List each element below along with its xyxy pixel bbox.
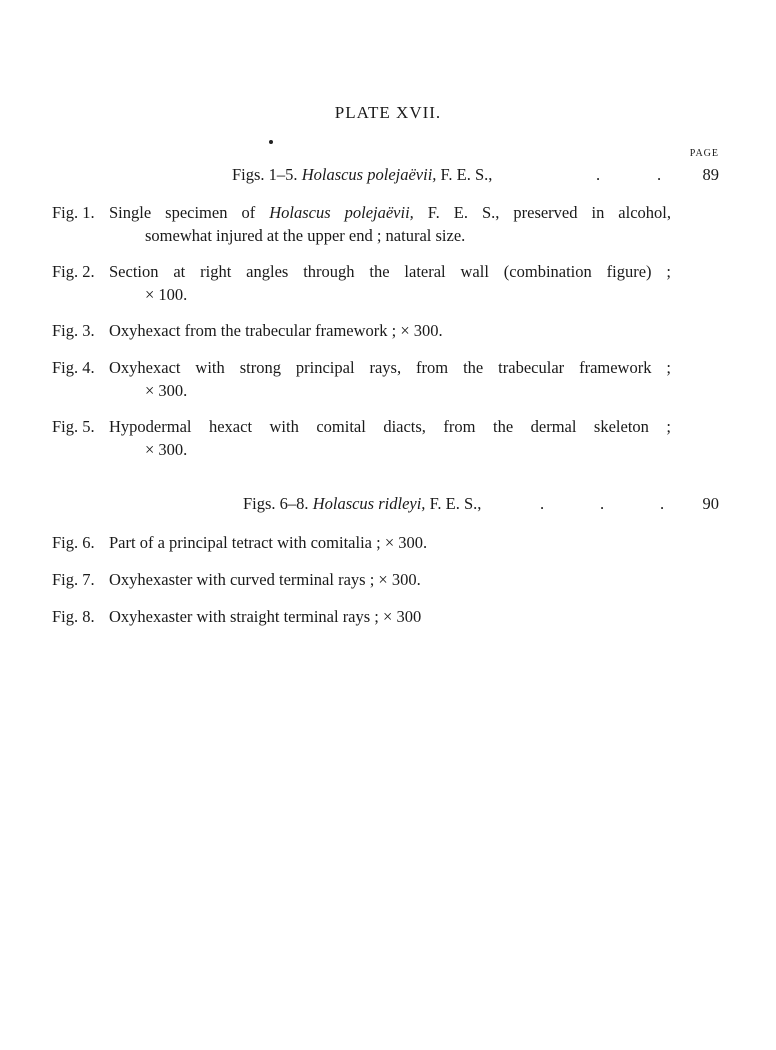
- leader-dot: .: [600, 494, 605, 513]
- leader-dot: .: [657, 165, 662, 184]
- figure-text-continuation: × 300.: [145, 440, 188, 459]
- plate-title: PLATE XVII.: [334, 103, 442, 122]
- group-figures-range: Figs. 1–5.: [232, 165, 298, 184]
- figure-text-continuation: × 100.: [145, 285, 188, 304]
- group-page-number: 90: [702, 494, 719, 513]
- figure-text: Oxyhexact from the trabecular framework ; × 300.: [109, 321, 443, 340]
- figure-text-before: Single specimen of: [109, 203, 256, 222]
- leader-dot: .: [596, 165, 601, 184]
- leader-dot: .: [540, 494, 545, 513]
- figure-text-after: F. E. S., preserved in alcohol,: [427, 203, 672, 222]
- group-species-name: Holascus polejaëvii,: [301, 165, 437, 184]
- figure-text: Oxyhexaster with straight terminal rays ; × 300: [109, 607, 422, 626]
- figure-number: Fig. 1.: [52, 203, 95, 222]
- figure-number: Fig. 6.: [52, 533, 95, 552]
- figure-text: Part of a principal tetract with comitalia ; × 300.: [109, 533, 428, 552]
- group-authority: F. E. S.,: [440, 165, 493, 184]
- figure-number: Fig. 8.: [52, 607, 95, 626]
- figure-number: Fig. 5.: [52, 417, 95, 436]
- group-figures-range: Figs. 6–8.: [243, 494, 309, 513]
- ink-speck: [269, 140, 273, 144]
- figure-text: Hypodermal hexact with comital diacts, from the dermal skeleton ;: [109, 417, 671, 436]
- figure-number: Fig. 4.: [52, 358, 95, 377]
- group-label: [243, 494, 481, 514]
- figure-number: Fig. 3.: [52, 321, 95, 340]
- group-species-name: Holascus ridleyi,: [312, 494, 426, 513]
- figure-number: Fig. 2.: [52, 262, 95, 281]
- group-label: [232, 165, 492, 185]
- figure-text: Section at right angles through the lateral wall (combination figure) ;: [109, 262, 671, 281]
- figure-text: Oxyhexaster with curved terminal rays ; × 300.: [109, 570, 421, 589]
- figure-number: Fig. 7.: [52, 570, 95, 589]
- group-authority: F. E. S.,: [429, 494, 482, 513]
- figure-species-name: Holascus polejaëvii,: [269, 203, 414, 222]
- figure-text: [109, 201, 671, 224]
- figure-text-continuation: × 300.: [145, 381, 188, 400]
- leader-dot: .: [660, 494, 665, 513]
- page-column-header: PAGE: [689, 148, 719, 159]
- group-page-number: 89: [702, 165, 719, 184]
- figure-text: Oxyhexact with strong principal rays, from the trabecular framework ;: [109, 358, 671, 377]
- figure-text-continuation: somewhat injured at the upper end ; natural size.: [145, 226, 466, 245]
